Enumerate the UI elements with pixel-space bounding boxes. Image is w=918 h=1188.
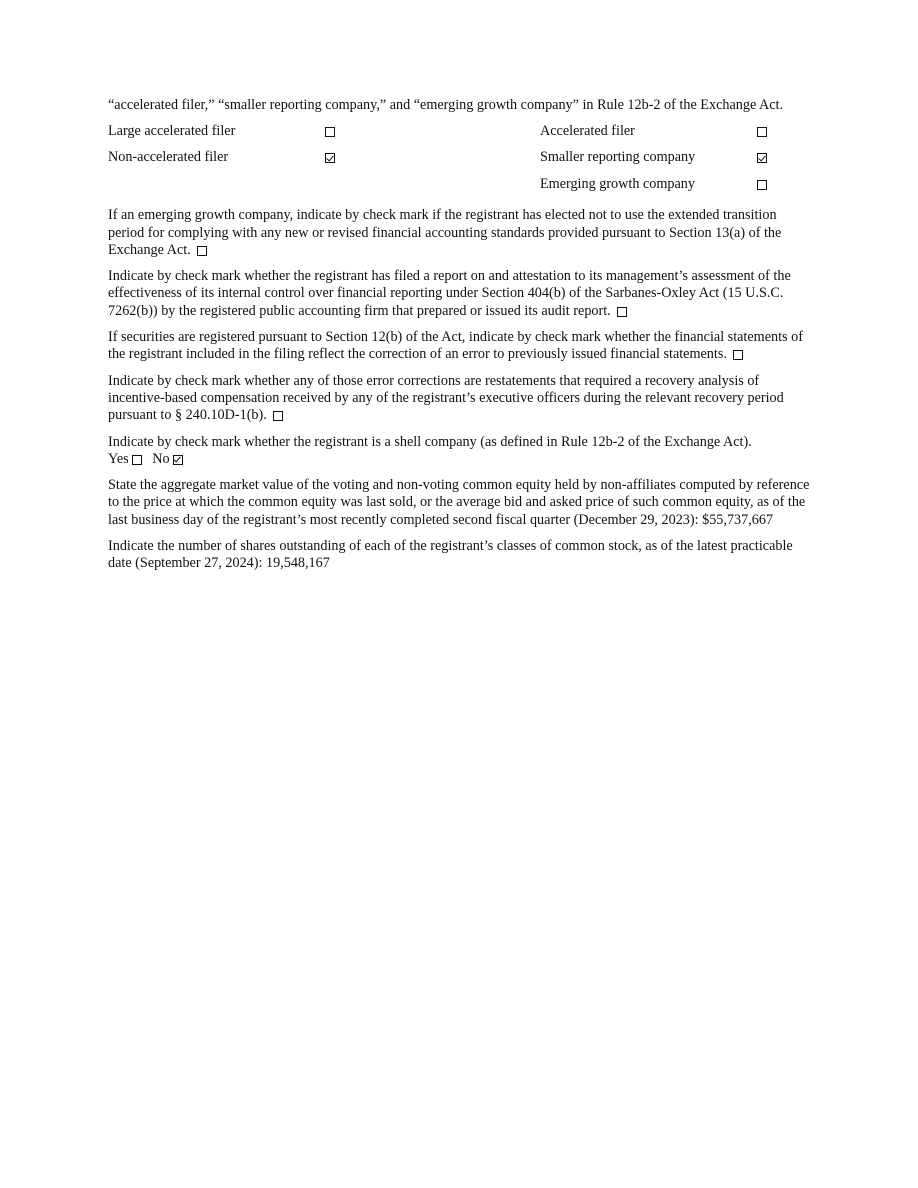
- checkbox-accelerated[interactable]: [757, 127, 767, 137]
- filer-status-table: [108, 123, 812, 203]
- checkbox-emerging-growth-election[interactable]: [197, 246, 207, 256]
- error-correction-text: If securities are registered pursuant to Section 12(b) of the Act, indicate by check mark whether the financial statements of the registrant included in the filing reflect the correction of an error to previously issued financial statements.: [108, 329, 803, 363]
- intro-text: “accelerated filer,” “smaller reporting company,” and “emerging growth company” in Rule 12b-2 of the Exchange Act.: [108, 97, 784, 113]
- paragraph-internal-control: [108, 268, 812, 320]
- filer-label-large-accelerated: Large accelerated filer: [108, 123, 236, 140]
- filer-label-emerging-growth: Emerging growth company: [540, 176, 695, 193]
- internal-control-text: Indicate by check mark whether the registrant has filed a report on and attestation to its management’s assessment of the effectiveness of its internal control over financial reporting under Section 404(b) of the Sarbanes-Oxley Act (15 U.S.C. 7262(b)) by the registered public accounting firm that prepared or issued its audit report.: [108, 268, 791, 319]
- checkbox-shell-no[interactable]: [173, 455, 183, 465]
- document-page: [108, 97, 812, 582]
- paragraph-shell-company: [108, 434, 812, 469]
- checkbox-non-accelerated[interactable]: [325, 153, 335, 163]
- checkbox-shell-yes[interactable]: [132, 455, 142, 465]
- checkbox-smaller-reporting[interactable]: [757, 153, 767, 163]
- paragraph-market-value: State the aggregate market value of the voting and non-voting common equity held by non-affiliates computed by reference to the price at which the common equity was last sold, or the average bid and asked price of such common equity, as of the last business day of the registrant’s most recently completed second fiscal quarter (December 29, 2023): $55,737,667: [108, 477, 810, 528]
- restatements-text: Indicate by check mark whether any of those error corrections are restatements that required a recovery analysis of incentive-based compensation received by any of the registrant’s executive officers during the relevant recovery period pursuant to § 240.10D-1(b).: [108, 372, 784, 424]
- paragraph-shares-outstanding: Indicate the number of shares outstanding of each of the registrant’s classes of common stock, as of the latest practicable date (September 27, 2024): 19,548,167: [108, 538, 793, 572]
- checkbox-restatements[interactable]: [273, 411, 283, 421]
- filer-label-non-accelerated: Non-accelerated filer: [108, 149, 229, 166]
- emerging-growth-text: If an emerging growth company, indicate by check mark if the registrant has elected not to use the extended transition period for complying with any new or revised financial accounting standards provided pursuant to Section 13(a) of the Exchange Act.: [108, 207, 782, 258]
- checkbox-emerging-growth[interactable]: [757, 180, 767, 190]
- checkbox-error-correction[interactable]: [733, 350, 743, 360]
- filer-label-smaller-reporting: Smaller reporting company: [540, 149, 696, 166]
- shell-yes-label: Yes: [108, 450, 129, 467]
- shell-company-text: Indicate by check mark whether the registrant is a shell company (as defined in Rule 12b-2 of the Exchange Act).: [108, 433, 752, 450]
- paragraph-emerging-growth: [108, 207, 812, 259]
- paragraph-restatements: [108, 373, 812, 425]
- filer-label-accelerated: Accelerated filer: [540, 123, 635, 140]
- checkbox-large-accelerated[interactable]: [325, 127, 335, 137]
- paragraph-error-correction: [108, 329, 812, 364]
- shell-no-label: No: [152, 450, 170, 467]
- checkbox-internal-control[interactable]: [617, 307, 627, 317]
